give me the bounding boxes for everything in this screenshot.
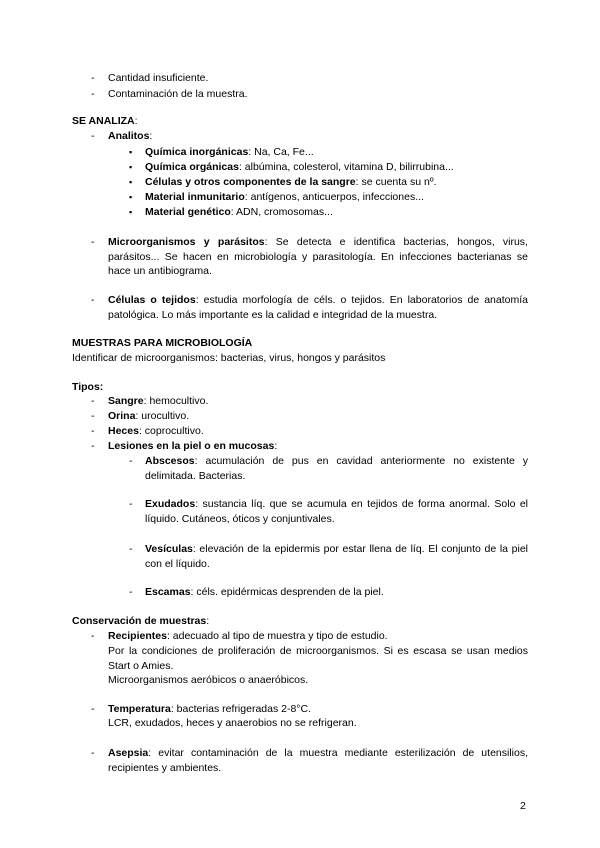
tipo-item: Sangre: hemocultivo. xyxy=(108,395,209,407)
dash-bullet: - xyxy=(129,455,133,467)
analito-item: Material inmunitario: antígenos, anticuerpos, infecciones... xyxy=(145,191,424,203)
section-heading-microbiologia: MUESTRAS PARA MICROBIOLOGÍA xyxy=(72,337,253,349)
recipientes-aerobicos: Microorganismos aeróbicos o anaeróbicos. xyxy=(108,674,309,686)
tipos-heading: Tipos: xyxy=(72,381,104,393)
square-bullet-icon: ▪ xyxy=(129,162,133,172)
tipo-item: Orina: urocultivo. xyxy=(108,410,190,422)
square-bullet-icon: ▪ xyxy=(129,147,133,157)
dash-bullet: - xyxy=(91,630,95,642)
square-bullet-icon: ▪ xyxy=(129,177,133,187)
intro-item-2: Contaminación de la muestra. xyxy=(108,88,248,100)
analito-item: Material genético: ADN, cromosomas... xyxy=(145,206,333,218)
lesion-item-vesiculas: Vesículas: elevación de la epidermis por estar llena de líq. El conjunto de la piel con el líquido. xyxy=(145,543,528,570)
celulas-paragraph: Células o tejidos: estudia morfología de céls. o tejidos. En laboratorios de anatomía patológica. Lo más importante es la calidad e integridad de la muestra. xyxy=(108,294,528,321)
lesion-item-escamas: Escamas: céls. epidérmicas desprenden de la piel. xyxy=(145,586,384,598)
dash-bullet: - xyxy=(91,72,95,84)
microorganismos-paragraph: Microorganismos y parásitos: Se detecta e identifica bacterias, hongos, virus, parásitos... Se hacen en microbiología y parasitología. En infecciones bacterianas se hace un antibiograma. xyxy=(108,236,528,277)
square-bullet-icon: ▪ xyxy=(129,192,133,202)
dash-bullet: - xyxy=(91,410,95,422)
dash-bullet: - xyxy=(91,236,95,248)
dash-bullet: - xyxy=(129,498,133,510)
square-bullet-icon: ▪ xyxy=(129,207,133,217)
dash-bullet: - xyxy=(91,747,95,759)
asepsia-paragraph: Asepsia: evitar contaminación de la muestra mediante esterilización de utensilios, recipientes y ambientes. xyxy=(108,747,528,774)
dash-bullet: - xyxy=(129,586,133,598)
tipo-item: Heces: coprocultivo. xyxy=(108,425,204,437)
page-number: 2 xyxy=(520,800,526,812)
microbiologia-subtitle: Identificar de microorganismos: bacterias, virus, hongos y parásitos xyxy=(72,352,386,364)
recipientes-detail: Por la condiciones de proliferación de microorganismos. Si es escasa se usan medios Start o Amies. xyxy=(108,645,528,672)
lesion-item-abscesos: Abscesos: acumulación de pus en cavidad anteriormente no existente y delimitada. Bacterias. xyxy=(145,455,528,482)
temperatura-line: Temperatura: bacterias refrigeradas 2-8°C. xyxy=(108,703,312,715)
temperatura-detail: LCR, exudados, heces y anaerobios no se refrigeran. xyxy=(108,717,357,729)
dash-bullet: - xyxy=(91,703,95,715)
analito-item: Química inorgánicas: Na, Ca, Fe... xyxy=(145,146,314,158)
analitos-label: Analitos: xyxy=(108,130,153,142)
tipo-item: Lesiones en la piel o en mucosas: xyxy=(108,440,278,452)
dash-bullet: - xyxy=(91,294,95,306)
dash-bullet: - xyxy=(91,395,95,407)
dash-bullet: - xyxy=(91,130,95,142)
lesion-item-exudados: Exudados: sustancia líq. que se acumula en tejidos de forma anormal. Solo el líquido. Cutáneos, óticos y conjuntivales. xyxy=(145,498,528,525)
dash-bullet: - xyxy=(91,425,95,437)
section-heading-se-analiza: SE ANALIZA: xyxy=(72,115,138,127)
dash-bullet: - xyxy=(91,88,95,100)
recipientes-line: Recipientes: adecuado al tipo de muestra y tipo de estudio. xyxy=(108,630,388,642)
dash-bullet: - xyxy=(91,440,95,452)
intro-item-1: Cantidad insuficiente. xyxy=(108,72,209,84)
analito-item: Células y otros componentes de la sangre: se cuenta su nº. xyxy=(145,176,437,188)
conservacion-heading: Conservación de muestras: xyxy=(72,615,210,627)
dash-bullet: - xyxy=(129,543,133,555)
analito-item: Química orgánicas: albúmina, colesterol, vitamina D, bilirrubina... xyxy=(145,161,454,173)
